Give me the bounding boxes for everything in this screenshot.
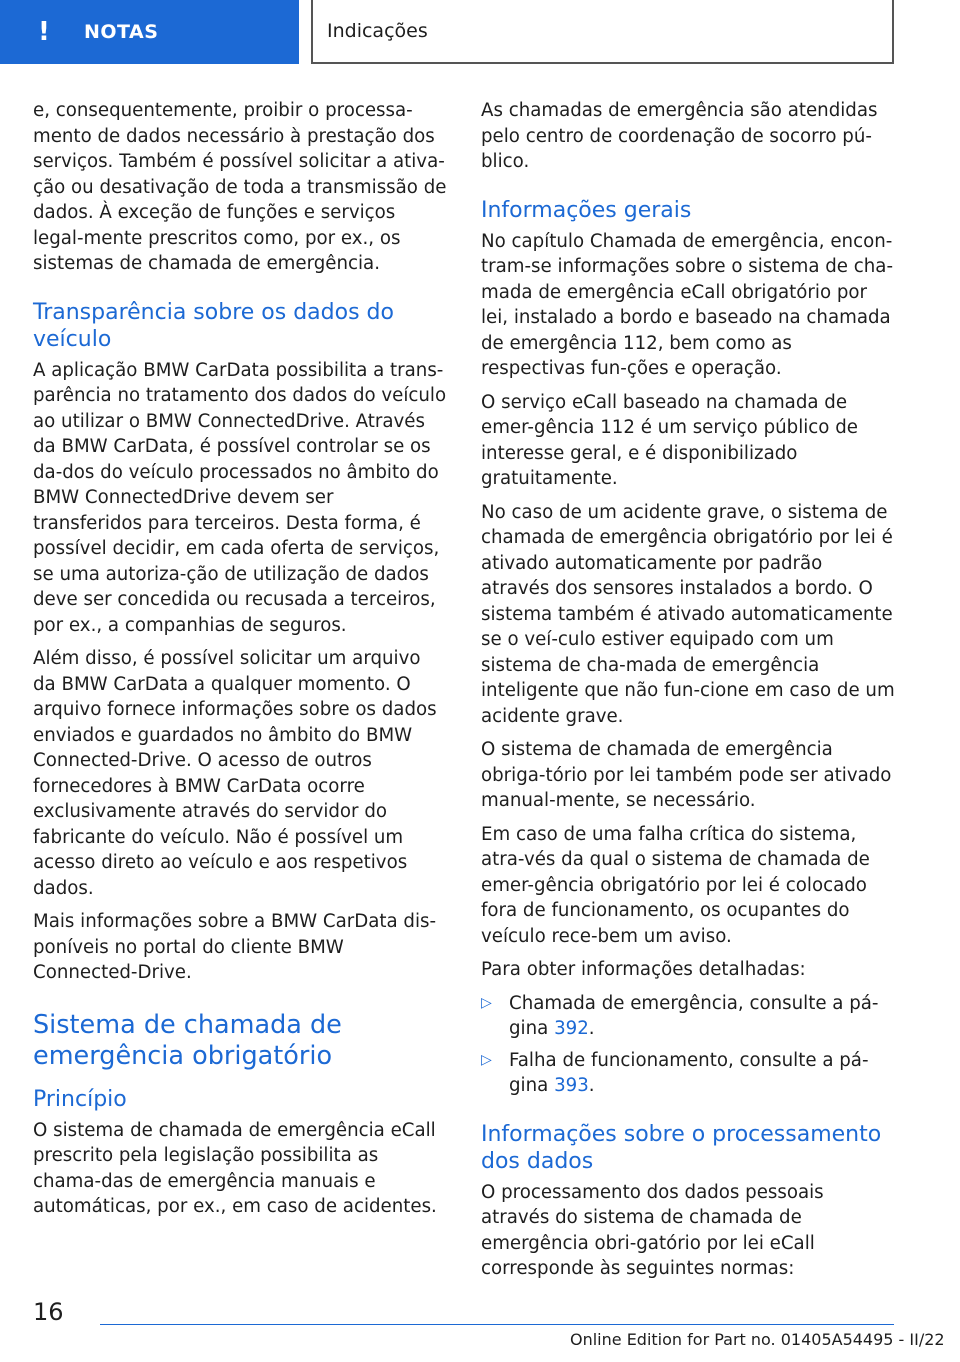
list-item-text: Falha de funcionamento, consulte a pá-gina: [509, 1049, 869, 1096]
paragraph: Para obter informações detalhadas:: [481, 959, 806, 980]
list-item: ▷ Falha de funcionamento, consulte a pá-gina 393.: [481, 1049, 869, 1096]
paragraph: O sistema de chamada de emergência eCall prescrito pela legislação possibilita as chama-das de emergência manuais e automáticas, por ex., em caso de acidentes.: [33, 1119, 437, 1217]
paragraph: A aplicação BMW CarData possibilita a trans-parência no tratamento dos dados do veículo ao utilizar o BMW ConnectedDrive. Através da BMW CarData, é possível controlar se os da-dos do veículo processados no âmbito do BMW ConnectedDrive devem ser transferidos para terceiros. Desta forma, é possível decidir, em cada oferta de serviços, se uma autoriza-ção de utilização de dados deve ser concedida ou recusada a terceiros, por ex., a companhias de seguros.: [33, 359, 447, 636]
paragraph: Mais informações sobre a BMW CarData dis-poníveis no portal do cliente BMW Connected-Drive.: [33, 911, 437, 983]
paragraph: No caso de um acidente grave, o sistema de chamada de emergência obrigatório por lei é ativado automaticamente por padrão através dos sensores instalados a bordo. O sistema também é ativado automaticamente se o veí-culo estiver equipado com um sistema de cha-mada de emergência inteligente que não fun-cione em caso de um acidente grave.: [481, 501, 895, 727]
paragraph: O processamento dos dados pessoais através do sistema de chamada de emergência obri-gatório por lei eCall corresponde às seguintes normas:: [481, 1181, 824, 1279]
paragraph: As chamadas de emergência são atendidas pelo centro de coordenação de socorro pú-blico.: [481, 100, 878, 172]
heading-transparency: Transparência sobre os dados do veículo: [33, 299, 394, 352]
list-item: ▷ Chamada de emergência, consulte a pá-gina 392.: [481, 992, 879, 1039]
chapter-title: Indicações: [327, 20, 428, 42]
edition-footer: Online Edition for Part no. 01405A54495 - II/22: [570, 1330, 945, 1349]
footer-divider: [100, 1324, 894, 1325]
heading-data-processing: Informações sobre o processamento dos dados: [481, 1121, 882, 1174]
heading-emergency-system: Sistema de chamada de emergência obrigatório: [33, 1009, 342, 1071]
paragraph: O serviço eCall baseado na chamada de emer-gência 112 é um serviço público de interesse geral, e é disponibilizado gratuitamente.: [481, 391, 858, 489]
triangle-bullet-icon: ▷: [481, 994, 492, 1011]
heading-general-info: Informações gerais: [481, 197, 692, 223]
section-title: NOTAS: [84, 21, 159, 43]
reference-list: [481, 991, 895, 1099]
right-column: [481, 98, 895, 1290]
page-link-393[interactable]: 393: [554, 1075, 589, 1096]
heading-principle: Princípio: [33, 1086, 127, 1112]
paragraph: O sistema de chamada de emergência obriga-tório por lei também pode ser ativado manual-mente, se necessário.: [481, 739, 892, 811]
paragraph: Além disso, é possível solicitar um arquivo da BMW CarData a qualquer momento. O arquivo fornece informações sobre os dados enviados e guardados no âmbito do BMW Connected-Drive. O acesso de outros fornecedores à BMW CarData ocorre exclusivamente através do servidor do fabricante do veículo. Não é possível um acesso direto ao veículo e aos respetivos dados.: [33, 648, 437, 899]
list-item-text: Chamada de emergência, consulte a pá-gina: [509, 992, 879, 1039]
paragraph: No capítulo Chamada de emergência, encon-tram-se informações sobre o sistema de cha-mada de emergência eCall obrigatório por lei, instalado a bordo e baseado na chamada de emergência 112, bem como as respectivas fun-ções e operação.: [481, 230, 894, 379]
section-header: [0, 0, 299, 64]
left-column: [33, 98, 447, 1228]
page-number: 16: [33, 1298, 64, 1326]
paragraph: e, consequentemente, proibir o processa-mento de dados necessário à prestação dos serviços. Também é possível solicitar a ativa-ção ou desativação de toda a transmissão de dados. À exceção de funções e serviços legal-mente prescritos como, por ex., os sistemas de chamada de emergência.: [33, 100, 447, 274]
chapter-tab: [311, 0, 894, 64]
page-link-392[interactable]: 392: [554, 1018, 589, 1039]
paragraph: Em caso de uma falha crítica do sistema, atra-vés da qual o sistema de chamada de emer-gência obrigatório por lei é colocado fora de funcionamento, os ocupantes do veículo rece-bem um aviso.: [481, 823, 870, 947]
triangle-bullet-icon: ▷: [481, 1051, 492, 1068]
exclamation-icon: !: [38, 17, 50, 47]
